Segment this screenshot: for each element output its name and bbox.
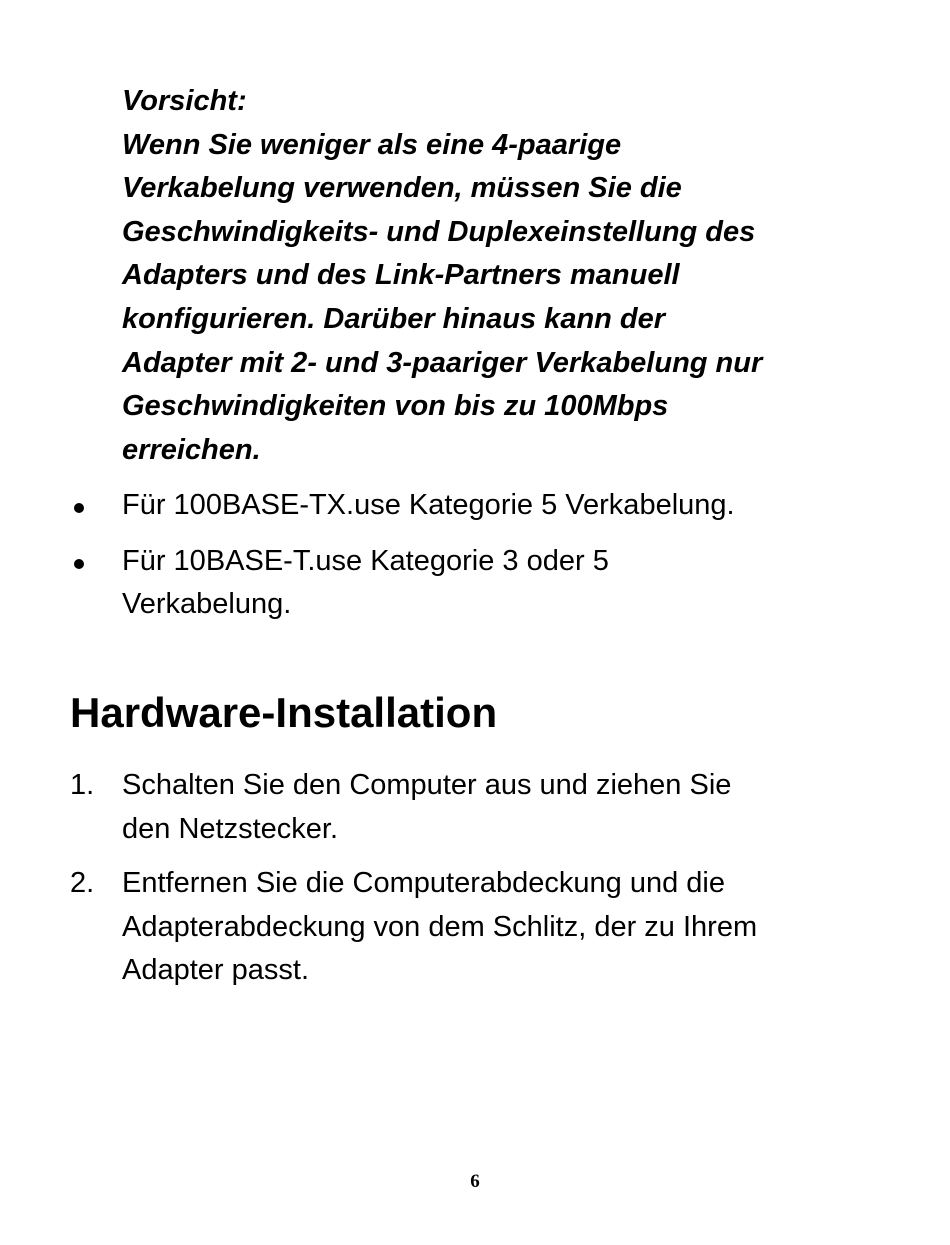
step-item bbox=[70, 862, 890, 993]
step-item bbox=[70, 764, 890, 851]
caution-line: konfigurieren. Darüber hinaus kann der bbox=[122, 302, 666, 335]
step-text: den Netzstecker. bbox=[122, 812, 338, 845]
caution-note bbox=[122, 80, 882, 472]
step-text: Adapter passt. bbox=[122, 954, 309, 987]
step-number: 1. bbox=[70, 769, 95, 801]
page-number: 6 bbox=[470, 1171, 480, 1192]
step-text: Schalten Sie den Computer aus und ziehen Sie bbox=[122, 769, 732, 801]
bullet-text: Verkabelung. bbox=[122, 588, 292, 621]
step-number: 2. bbox=[70, 867, 95, 900]
caution-line: Geschwindigkeits- und Duplexeinstellung des bbox=[122, 215, 756, 248]
section-heading: Hardware-Installation bbox=[70, 689, 498, 736]
bullet-item bbox=[70, 540, 890, 627]
caution-line: Adapters und des Link-Partners manuell bbox=[122, 259, 680, 292]
step-text: Adapterabdeckung von dem Schlitz, der zu Ihrem bbox=[122, 910, 758, 943]
caution-line: Geschwindigkeiten von bis zu 100Mbps bbox=[122, 390, 669, 423]
bullet-item bbox=[70, 484, 890, 528]
bullet-text: Für 100BASE-TX.use Kategorie 5 Verkabelung. bbox=[122, 489, 735, 521]
cabling-bullet-list bbox=[70, 484, 890, 639]
caution-line: Wenn Sie weniger als eine 4-paarige bbox=[122, 128, 622, 161]
caution-line: Adapter mit 2- und 3-paariger Verkabelung nur bbox=[122, 346, 763, 379]
installation-steps-list bbox=[70, 764, 890, 1004]
step-text: Entfernen Sie die Computerabdeckung und die bbox=[122, 867, 725, 900]
caution-label: Vorsicht: bbox=[122, 85, 247, 117]
caution-line: erreichen. bbox=[122, 433, 261, 466]
bullet-icon bbox=[74, 559, 84, 569]
bullet-text: Für 10BASE-T.use Kategorie 3 oder 5 bbox=[122, 544, 609, 577]
caution-line: Verkabelung verwenden, müssen Sie die bbox=[122, 172, 682, 205]
bullet-icon bbox=[74, 503, 84, 513]
